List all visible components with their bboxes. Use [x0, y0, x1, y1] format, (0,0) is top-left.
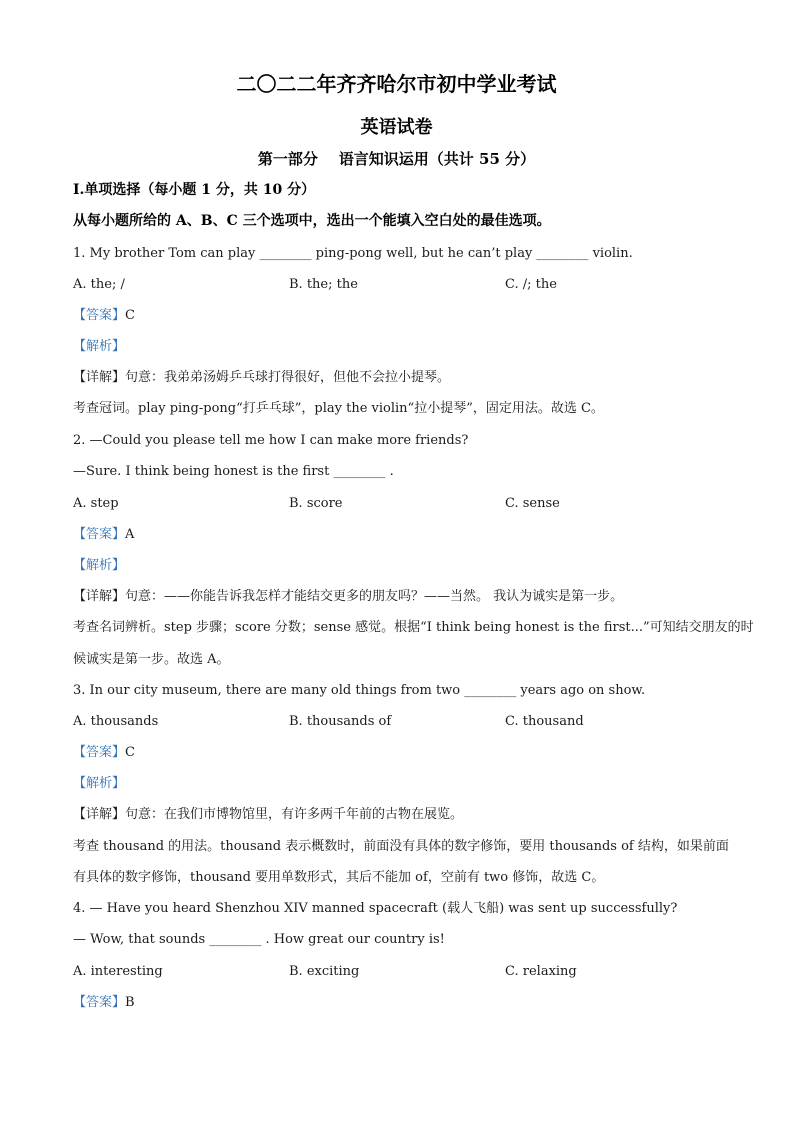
detail-text: 句意：——你能告诉我怎样才能结交更多的朋友吗？——当然。 我认为诚实是第一步。 — [125, 589, 624, 604]
question-2-option-a: A. step — [73, 496, 119, 511]
analysis-tag: 【解析】 — [73, 558, 126, 573]
part-heading: 第一部分 语言知识运用（共计 55 分） — [257, 150, 536, 168]
question-1-explain: 考查冠词。play ping-pong“打乒乓球”，play the violin“拉小提琴”，固定用法。故选 C。 — [73, 401, 604, 416]
question-1-option-c: C. /; the — [505, 277, 557, 292]
answer-value: C — [125, 308, 135, 323]
detail-text: 句意：在我们市博物馆里，有许多两千年前的古物在展览。 — [125, 807, 464, 822]
question-1-analysis — [73, 338, 733, 356]
question-3-explain-2: 有具体的数字修饰，thousand 要用单数形式，其后不能加 of，空前有 two 修饰，故选 C。 — [73, 870, 605, 885]
question-4-option-b: B. exciting — [289, 964, 360, 979]
analysis-tag: 【解析】 — [73, 776, 126, 791]
question-3-analysis — [73, 775, 733, 793]
question-1-option-a: A. the; / — [73, 277, 125, 292]
question-4-answer — [73, 994, 733, 1012]
question-3-option-a: A. thousands — [73, 714, 159, 729]
question-1-stem: 1. My brother Tom can play ________ ping-pong well, but he can’t play ________ violin. — [73, 246, 633, 261]
detail-tag: 【详解】 — [73, 807, 126, 822]
detail-tag: 【详解】 — [73, 589, 126, 604]
question-3-explain: 考查 thousand 的用法。thousand 表示概数时，前面没有具体的数字修饰，要用 thousands of 结构，如果前面 — [73, 839, 729, 854]
question-2-detail — [73, 588, 733, 606]
question-4-option-c: C. relaxing — [505, 964, 577, 979]
detail-text: 句意：我弟弟汤姆乒乓球打得很好，但他不会拉小提琴。 — [125, 370, 451, 385]
question-1-option-b: B. the; the — [289, 277, 358, 292]
question-4-option-a: A. interesting — [73, 964, 163, 979]
question-2-stem-2: —Sure. I think being honest is the first ________ . — [73, 464, 394, 479]
answer-value: B — [125, 995, 135, 1010]
question-2-analysis — [73, 557, 733, 575]
detail-tag: 【详解】 — [73, 370, 126, 385]
answer-tag: 【答案】 — [73, 308, 126, 323]
question-3-option-b: B. thousands of — [289, 714, 392, 729]
question-2-stem: 2. —Could you please tell me how I can make more friends? — [73, 433, 469, 448]
answer-tag: 【答案】 — [73, 527, 126, 542]
section-heading: Ⅰ.单项选择（每小题 1 分，共 10 分） — [73, 182, 316, 198]
question-2-option-c: C. sense — [505, 496, 560, 511]
question-2-option-b: B. score — [289, 496, 343, 511]
answer-tag: 【答案】 — [73, 745, 126, 760]
question-1-answer — [73, 307, 733, 325]
answer-value: C — [125, 745, 135, 760]
exam-title: 二〇二二年齐齐哈尔市初中学业考试 — [236, 72, 557, 96]
question-3-option-c: C. thousand — [505, 714, 584, 729]
question-4-stem: 4. — Have you heard Shenzhou XIV manned spacecraft (载人飞船) was sent up successfully? — [73, 901, 678, 916]
question-3-detail — [73, 806, 733, 824]
question-2-explain-2: 候诚实是第一步。故选 A。 — [73, 652, 230, 667]
question-3-stem: 3. In our city museum, there are many old things from two ________ years ago on show. — [73, 683, 646, 698]
analysis-tag: 【解析】 — [73, 339, 126, 354]
question-2-answer — [73, 526, 733, 544]
exam-subtitle: 英语试卷 — [360, 117, 433, 138]
section-instruction: 从每小题所给的 A、B、C 三个选项中，选出一个能填入空白处的最佳选项。 — [73, 213, 551, 229]
question-1-detail — [73, 369, 733, 387]
question-2-explain: 考查名词辨析。step 步骤；score 分数；sense 感觉。根据“I think being honest is the first...”可知结交朋友的时 — [73, 620, 754, 635]
answer-value: A — [125, 527, 135, 542]
question-4-stem-2: — Wow, that sounds ________ . How great our country is! — [73, 932, 445, 947]
question-3-answer — [73, 744, 733, 762]
answer-tag: 【答案】 — [73, 995, 126, 1010]
